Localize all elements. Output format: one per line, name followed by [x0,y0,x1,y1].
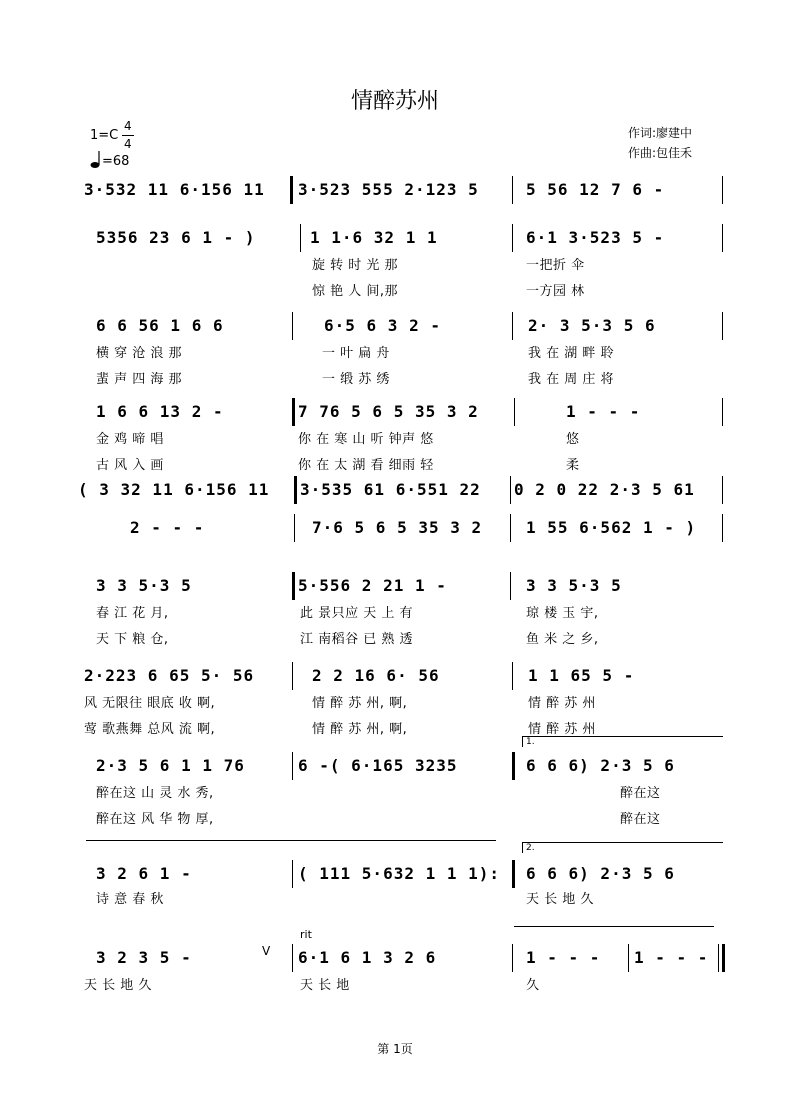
lyric-verse-2: 天 下 粮 仓, [96,632,169,647]
lyric-verse-1: 天 长 地 久 [526,892,594,907]
barline [628,944,629,972]
volta-bracket-1 [522,736,723,747]
notes-segment: 5 56 12 7 6 - [526,180,665,199]
lyric-verse-1: 久 [526,978,540,993]
barline [722,176,723,204]
time-signature-top: 4 [124,119,132,133]
barline [722,312,723,340]
barline [510,476,511,504]
lyric-verse-2: 你 在 太 湖 看 细雨 轻 [298,458,434,473]
notes-segment: 5·556 2 21 1 - [298,576,447,595]
notes-segment: 1 - - - [634,948,709,967]
lyric-verse-2: 一方园 林 [526,284,585,299]
time-signature-divider [122,135,134,136]
notes-segment: 2·3 5 6 1 1 76 [96,756,245,775]
composer-credit: 作曲:包佳禾 [628,146,693,160]
lyric-verse-1: 天 长 地 [300,978,350,993]
lyric-verse-1: 天 长 地 久 [84,978,152,993]
notes-segment: 1 6 6 13 2 - [96,402,224,421]
barline [722,514,723,542]
barline [290,176,293,204]
notes-segment: 2·223 6 65 5· 56 [84,666,255,685]
ritardando-marking: rit [300,928,312,941]
barline [292,312,293,340]
barline [292,572,295,600]
barline [300,224,301,252]
notes-segment: 2· 3 5·3 5 6 [528,316,656,335]
notes-segment: 7·6 5 6 5 35 3 2 [312,518,483,537]
score-line-2 [0,224,790,299]
barline [292,944,293,972]
lyric-verse-2: 我 在 周 庄 将 [528,372,615,387]
barline [292,662,293,690]
notes-segment: 1 1·6 32 1 1 [310,228,438,247]
lyric-verse-1: 金 鸡 啼 唱 [96,432,164,447]
score-line-6 [0,514,790,578]
score-line-11 [0,944,790,1008]
score-line-8 [0,662,790,737]
barline [510,514,511,542]
system-rule [514,926,714,927]
tempo-marking: =68 [102,154,130,169]
lyric-verse-1: 旋 转 时 光 那 [312,258,399,273]
barline [512,176,513,204]
notes-segment: 1 - - - [526,948,601,967]
notes-segment: 6·1 3·523 5 - [526,228,665,247]
lyric-verse-1: 诗 意 春 秋 [96,892,164,907]
lyric-verse-1: 此 景只应 天 上 有 [300,606,414,621]
notes-segment: 6 6 6) 2·3 5 6 [526,756,675,775]
notes-segment: 3 3 5·3 5 [526,576,622,595]
barline [512,312,513,340]
system-rule [86,840,496,841]
volta-1-label: 1. [526,737,535,747]
lyric-verse-2: 醉在这 风 华 物 厚, [96,812,214,827]
lyric-verse-1: 醉在这 [620,786,661,801]
lyric-verse-1: 横 穿 沧 浪 那 [96,346,183,361]
barline [512,662,513,690]
barline [294,514,295,542]
lyric-verse-1: 一 叶 扁 舟 [322,346,390,361]
notes-segment: 5356 23 6 1 - ) [96,228,256,247]
notes-segment: 7 76 5 6 5 35 3 2 [298,402,479,421]
lyric-verse-1: 你 在 寒 山 听 钟声 悠 [298,432,434,447]
barline [722,398,723,426]
lyric-verse-1: 风 无限往 眼底 收 啊, [84,696,216,711]
barline [722,476,723,504]
volta-2-label: 2. [526,843,535,853]
lyric-verse-1: 情 醉 苏 州 [528,696,596,711]
barline [512,860,515,888]
lyric-verse-1: 我 在 湖 畔 聆 [528,346,615,361]
lyric-verse-2: 惊 艳 人 间,那 [312,284,399,299]
notes-segment: ( 3 32 11 6·156 11 [78,480,270,499]
score-title: 情醉苏州 [350,89,439,114]
page-number: 第 1页 [377,1042,413,1056]
barline [514,398,515,426]
barline [512,944,513,972]
lyric-verse-2: 蜚 声 四 海 那 [96,372,183,387]
notes-segment: ( 111 5·632 1 1 1): [298,864,501,883]
barline [292,398,295,426]
barline [294,476,297,504]
score-line-7 [0,572,790,647]
notes-segment: 1 55 6·562 1 - ) [526,518,697,537]
notes-segment: 2 2 16 6· 56 [312,666,440,685]
barline [722,224,723,252]
notes-segment: 1 - - - [566,402,641,421]
notes-segment: 6·1 6 1 3 2 6 [298,948,437,967]
barline [718,944,719,972]
barline [512,752,515,780]
lyric-verse-1: 醉在这 山 灵 水 秀, [96,786,214,801]
lyric-verse-1: 情 醉 苏 州, 啊, [312,696,408,711]
lyric-verse-2: 柔 [566,458,580,473]
notes-segment: 3 2 6 1 - [96,864,192,883]
lyric-verse-1: 琼 楼 玉 宇, [526,606,599,621]
final-barline [722,944,725,972]
barline [510,572,511,600]
score-line-4 [0,398,790,473]
lyric-verse-2: 莺 歌燕舞 总风 流 啊, [84,722,216,737]
notes-segment: 6·5 6 3 2 - [324,316,441,335]
lyric-verse-1: 春 江 花 月, [96,606,169,621]
score-line-10 [0,860,790,924]
lyric-verse-1: 悠 [566,432,580,447]
lyric-verse-2: 情 醉 苏 州, 啊, [312,722,408,737]
notes-segment: 3 3 5·3 5 [96,576,192,595]
notes-segment: 6 6 6) 2·3 5 6 [526,864,675,883]
score-line-3 [0,312,790,387]
lyric-verse-2: 鱼 米 之 乡, [526,632,599,647]
volta-bracket-2 [522,842,723,853]
time-signature-bottom: 4 [124,137,132,151]
lyricist-credit: 作词:廖建中 [628,126,693,140]
notes-segment: 3 2 3 5 - [96,948,192,967]
score-line-9 [0,752,790,827]
lyric-verse-2: 情 醉 苏 州 [528,722,596,737]
key-signature: 1=C [90,128,119,143]
barline [512,224,513,252]
notes-segment: 0 2 0 22 2·3 5 61 [514,480,695,499]
lyric-verse-2: 古 风 入 画 [96,458,164,473]
notes-segment: 3·523 555 2·123 5 [298,180,479,199]
notes-segment: 3·535 61 6·551 22 [300,480,481,499]
breath-mark: V [262,944,271,958]
notes-segment: 6 -( 6·165 3235 [298,756,458,775]
barline [292,752,293,780]
lyric-verse-2: 江 南稻谷 已 熟 透 [300,632,414,647]
lyric-verse-2: 一 缎 苏 绣 [322,372,390,387]
notes-segment: 6 6 56 1 6 6 [96,316,224,335]
notes-segment: 2 - - - [130,518,205,537]
notes-segment: 3·532 11 6·156 11 [84,180,265,199]
lyric-verse-2: 醉在这 [620,812,661,827]
barline [292,860,293,888]
lyric-verse-1: 一把折 伞 [526,258,585,273]
notes-segment: 1 1 65 5 - [528,666,635,685]
